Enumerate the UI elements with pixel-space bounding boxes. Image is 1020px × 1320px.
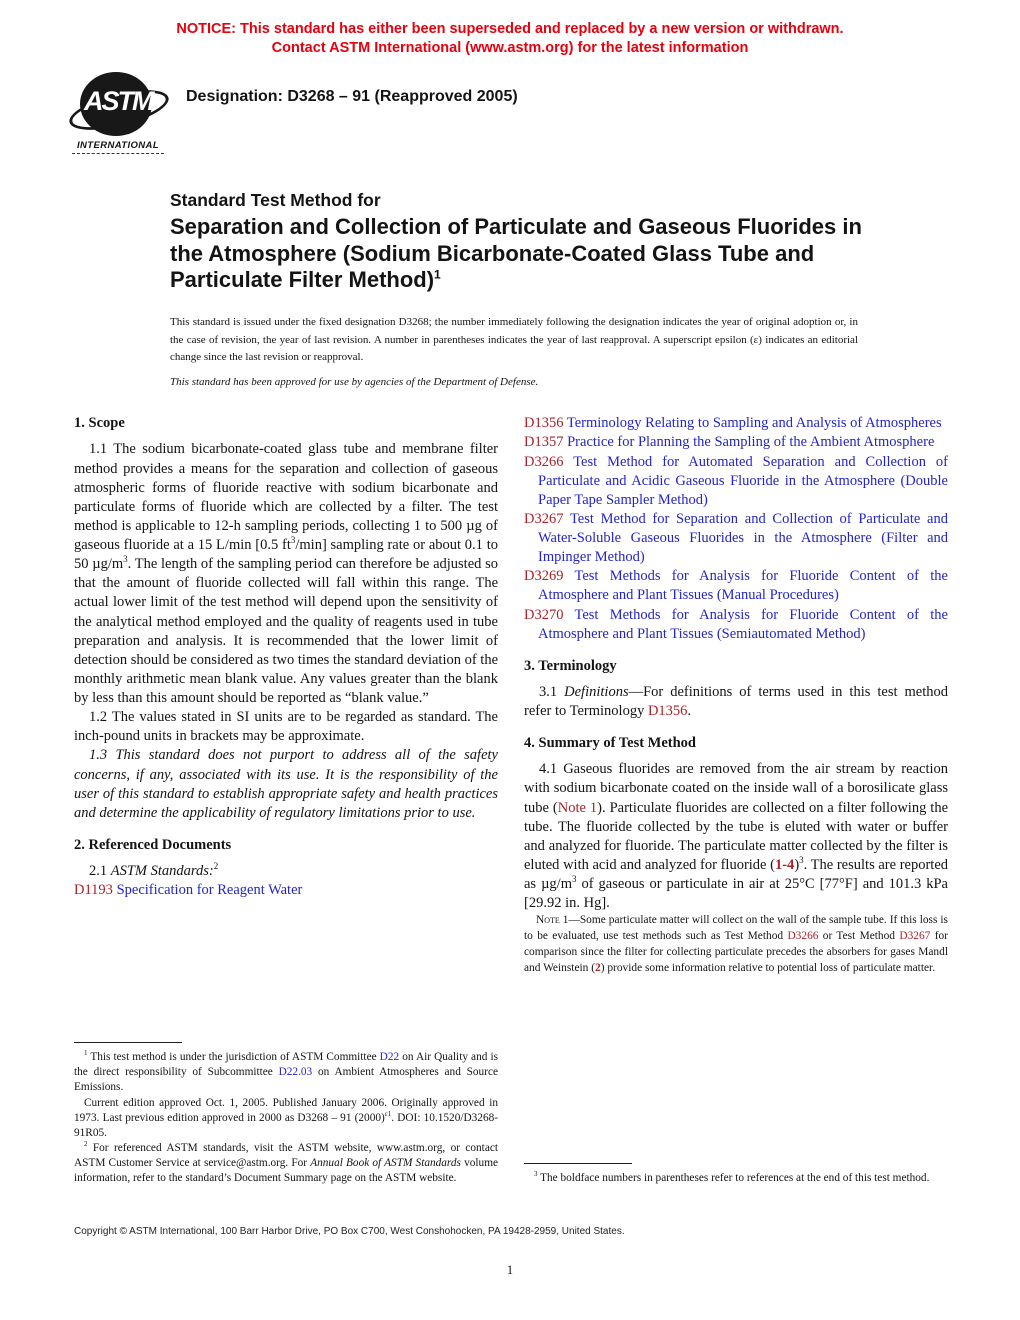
note-1 [524, 913, 948, 977]
footnote-1 [74, 1050, 498, 1095]
reference-link[interactable]: Test Method for Separation and Collection of Particulate and Water-Soluble Gaseous Fluorides in the Atmosphere (Filter and Impinger Method) [538, 510, 948, 566]
text-segment: 3 [123, 554, 128, 565]
reference-item-d1356 [524, 414, 948, 433]
text-segment: —For definitions of terms used in this test method refer to Terminology [524, 683, 949, 720]
section-heading-terminology: 3. Terminology [524, 657, 617, 674]
text-segment: 2 [213, 861, 219, 872]
text-segment: for comparison since the filter for collecting particulate precedes the absorbers for gases Mandl and Weinstein ( [524, 930, 948, 975]
reference-link[interactable]: Test Method for Automated Separation and Collection of Particulate and Acidic Gaseous Fluoride in the Atmosphere (Double Paper Tape Sampler Method) [538, 453, 948, 508]
text-segment: /min] sampling rate or about 0.1 to 50 µg/m [74, 537, 498, 573]
text-segment: Annual Book of ASTM Standards [310, 1157, 461, 1170]
dod-approval-line: This standard has been approved for use by agencies of the Department of Defense. [170, 376, 539, 389]
reference-item-d3266 [524, 453, 948, 510]
reference-item-d3270 [524, 606, 948, 644]
document-title [170, 214, 870, 294]
right-footnotes [524, 1163, 948, 1186]
text-segment: For referenced ASTM standards, visit the ASTM website, www.astm.org, or contact ASTM Customer Service at service@astm.org. For [74, 1141, 498, 1170]
reference-link[interactable]: D3267 [899, 930, 931, 943]
footnote-rule [74, 1042, 182, 1043]
section-heading-summary: 4. Summary of Test Method [524, 735, 696, 752]
reference-item-d3269 [524, 567, 948, 605]
section-heading-referenced-documents: 2. Referenced Documents [74, 836, 232, 853]
notice-line-1: NOTICE: This standard has either been superseded and replaced by a new version or withdrawn. [176, 21, 844, 37]
reference-item-d1193 [74, 881, 498, 900]
astm-globe-icon [80, 72, 152, 136]
reference-link[interactable]: D1356 [524, 415, 564, 432]
body-columns [74, 414, 948, 1186]
reference-link[interactable]: D1193 [74, 882, 113, 899]
text-segment: . The results are reported as µg/m [524, 856, 949, 893]
reference-link[interactable]: Note 1 [557, 799, 598, 816]
reference-link[interactable]: Terminology Relating to Sampling and Analysis of Atmospheres [566, 415, 942, 432]
text-segment: ε1 [384, 1109, 392, 1118]
text-segment: 1-4 [774, 856, 795, 873]
paragraph-1-1 [74, 440, 498, 708]
title-block [170, 190, 870, 294]
text-segment: This test method is under the jurisdiction of ASTM Committee [87, 1051, 380, 1064]
text-segment: Current edition approved Oct. 1, 2005. Published January 2006. Originally approved in 1973. Last previous edition approved in 2000 as D3268 – 91 (2000) [74, 1096, 498, 1124]
text-segment: 2 [595, 962, 601, 975]
reference-item-d1357 [524, 433, 948, 452]
reference-link[interactable]: D3267 [524, 510, 564, 527]
paragraph-4-1 [524, 760, 948, 913]
reference-link[interactable]: Test Methods for Analysis for Fluoride Content of the Atmosphere and Plant Tissues (Manual Procedures) [538, 568, 948, 604]
reference-link[interactable]: Specification for Reagent Water [116, 882, 303, 899]
text-segment: or Test Method [818, 930, 900, 943]
reference-link[interactable]: D22 [379, 1051, 400, 1064]
title-footnote-mark: 1 [434, 268, 441, 283]
text-segment: 3.1 [539, 683, 565, 700]
text-segment [563, 607, 574, 623]
footnote-3 [524, 1171, 948, 1186]
text-segment: ) [794, 856, 800, 873]
reference-link[interactable]: D22.03 [278, 1066, 313, 1079]
footnote-rule [524, 1163, 632, 1164]
title-text: Separation and Collection of Particulate and Gaseous Fluorides in the Atmosphere (Sodium Bicarbonate-Coated Glass Tube and Particulate Filter Method) [170, 213, 862, 293]
astm-logo [72, 72, 168, 154]
reference-link[interactable]: D3266 [787, 930, 819, 943]
footnote-2 [74, 1141, 498, 1186]
astm-logo-international: INTERNATIONAL [72, 140, 164, 154]
text-segment: ). Particulate fluorides are collected on a filter following the tube. The fluoride collected by the tube is eluted with water or buffer and analyzed for fluoride. The particulate matter collected by the filter is eluted with acid and analyzed for fluoride ( [524, 799, 949, 873]
notice-line-2: Contact ASTM International (www.astm.org) for the latest information [271, 39, 749, 56]
text-segment: volume information, refer to the standard’s Document Summary page on the ASTM website. [74, 1157, 498, 1185]
text-segment: of gaseous or particulate in air at 25°C [77°F] and 101.3 kPa [29.92 in. Hg]. [524, 876, 948, 912]
text-segment: . DOI: 10.1520/D3268-91R05. [74, 1111, 499, 1139]
reference-link[interactable]: D3270 [524, 606, 564, 623]
left-footnotes [74, 1042, 498, 1186]
paragraph-2-1 [74, 862, 498, 881]
paragraph-1-2: 1.2 The values stated in SI units are to be regarded as standard. The inch-pound units in brackets may be approximate. [74, 709, 498, 745]
right-column [524, 414, 948, 1186]
text-segment: 3 [571, 874, 577, 885]
supersession-notice [0, 0, 1020, 58]
paragraph-1-3: 1.3 This standard does not purport to address all of the safety concerns, if any, associated with its use. It is the responsibility of the user of this standard to establish appropriate safety and health practices and determine the applicability of regulatory limitations prior to use. [74, 747, 498, 821]
text-segment: . [687, 703, 692, 720]
reference-link[interactable]: D3266 [524, 453, 564, 470]
page-number: 1 [506, 1263, 514, 1278]
issuance-paragraph: This standard is issued under the fixed designation D3268; the number immediately following the designation indicates the year of original adoption or, in the case of revision, the year of last revision. A number in parentheses indicates the year of last reapproval. A superscript epsilon (ε) indicates an editorial change since the last revision or reapproval. [170, 316, 858, 363]
astm-logo-text: ASTM [84, 85, 153, 116]
paragraph-3-1 [524, 683, 948, 721]
text-segment: 4.1 Gaseous fluorides are removed from the air stream by reaction with sodium bicarbonate coated on the inside wall of a borosilicate glass tube ( [524, 761, 948, 816]
text-segment: 1.1 The sodium bicarbonate-coated glass tube and membrane filter method provides a means for the separation and collection of gaseous atmospheric forms of fluoride reactive with sodium bicarbonate and particulate forms of fluoride which are collected by a filter. The test method is applicable to 12-h sampling periods, collecting 1 to 500 µg of gaseous fluoride at a 15 L/min [0.5 ft [74, 441, 498, 554]
document-header [72, 72, 1020, 164]
footnote-1-continued [74, 1096, 498, 1141]
text-segment: 1 [84, 1049, 88, 1058]
text-segment: on Air Quality and is the direct responsibility of Subcommittee [74, 1051, 498, 1079]
text-segment [563, 568, 574, 584]
text-segment: 1—Some particulate matter will collect on the wall of the sample tube. If this loss is to be evaluated, use test methods such as Test Method [524, 914, 948, 943]
text-segment: 3 [290, 535, 296, 546]
text-segment: 2 [84, 1140, 88, 1149]
copyright-line: Copyright © ASTM International, 100 Barr Harbor Drive, PO Box C700, West Conshohocken, PA 19428-2959, United States. [74, 1226, 625, 1238]
text-segment: The boldface numbers in parentheses refer to references at the end of this test method. [537, 1172, 930, 1185]
reference-item-d3267 [524, 510, 948, 567]
reference-link[interactable]: D3269 [524, 568, 564, 585]
text-segment [563, 454, 573, 470]
text-segment: ) provide some information relative to potential loss of particulate matter. [600, 962, 936, 975]
text-segment: . The length of the sampling period can therefore be adjusted so that the amount of fluoride collected will fall within this range. The actual lower limit of the test method will depend upon the sensitivity of the analytical method employed and the quality of reagents used in tube preparation and analysis. It is recommended that the lower limit of detection should be considered as two times the standard deviation of the monthly arithmetic mean blank value. Any values greater than the blank by less than this amount should be reported as “blank value.” [74, 556, 499, 707]
reference-link[interactable]: D1357 [524, 434, 564, 451]
text-segment: ASTM Standards: [110, 863, 214, 880]
text-segment: 3 [534, 1170, 538, 1179]
text-segment: on Ambient Atmospheres and Source Emissions. [74, 1066, 498, 1094]
text-segment: 3 [799, 855, 804, 866]
reference-link[interactable]: Test Methods for Analysis for Fluoride Content of the Atmosphere and Plant Tissues (Semiautomated Method) [538, 606, 948, 642]
title-kicker: Standard Test Method for [170, 189, 381, 210]
reference-link[interactable]: D1356 [647, 703, 688, 720]
section-heading-scope: 1. Scope [74, 415, 125, 432]
text-segment: 2.1 [89, 863, 111, 880]
text-segment: Definitions [564, 683, 629, 700]
text-segment: Note [536, 914, 560, 927]
left-column [74, 414, 498, 1186]
designation: Designation: D3268 – 91 (Reapproved 2005) [186, 87, 518, 105]
reference-link[interactable]: Practice for Planning the Sampling of the Ambient Atmosphere [567, 434, 935, 451]
